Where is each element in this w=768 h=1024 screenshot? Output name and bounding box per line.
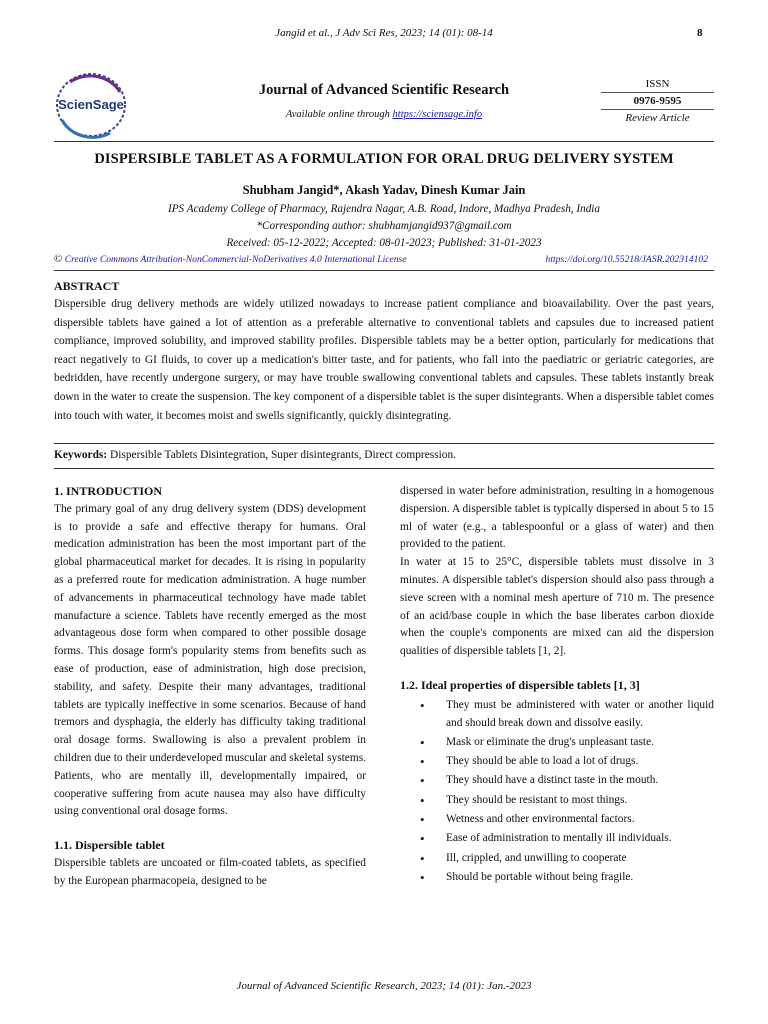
list-item: • Ease of administration to mentally ill individuals. <box>420 830 714 848</box>
header-divider <box>54 141 714 142</box>
issn-number: 0976-9595 <box>633 95 682 107</box>
availability-line <box>200 109 568 120</box>
list-item: • Ill, crippled, and unwilling to cooperate <box>420 850 714 868</box>
license-link[interactable]: Creative Commons Attribution-NonCommercial-NoDerivatives 4.0 International License <box>64 254 407 265</box>
dispersible-tablet-heading: 1.1. Dispersible tablet <box>54 838 165 853</box>
right-paragraph-1: dispersed in water before administration, resulting in a homogenous dispersion. A dispersible tablet is typically dispersed in about 5 to 15 ml of water (e.g., a tablespoonful or a glass of water) and then provided to the patient. <box>400 485 714 551</box>
right-paragraph-2: In water at 15 to 25°C, dispersible tablets must dissolve in 3 minutes. A dispersible tablet's dispersion should also pass through a sieve screen with a nominal mesh aperture of 710 m. The presence of an acid/base couple in which the base liberates carbon dioxide when the couple's components are mixed can aid the dispersion qualities of dispersible tablets [1, 2]. <box>400 556 714 658</box>
license-row <box>54 253 714 265</box>
copyright-symbol: © <box>54 253 63 265</box>
left-column <box>54 483 366 891</box>
abstract-top-divider <box>54 270 714 271</box>
paper-title: DISPERSIBLE TABLET AS A FORMULATION FOR ORAL DRUG DELIVERY SYSTEM <box>94 151 674 167</box>
corresponding-author: *Corresponding author: shubhamjangid937@gmail.com <box>256 220 512 232</box>
ideal-properties-heading: 1.2. Ideal properties of dispersible tablets [1, 3] <box>400 677 640 692</box>
introduction-heading: 1. INTRODUCTION <box>54 484 163 498</box>
keywords <box>54 449 714 461</box>
list-item: • They should have a distinct taste in the mouth. <box>420 772 714 790</box>
running-head: Jangid et al., J Adv Sci Res, 2023; 14 (01): 08-14 <box>275 27 493 39</box>
authors: Shubham Jangid*, Akash Yadav, Dinesh Kumar Jain <box>242 183 526 197</box>
page-footer: Journal of Advanced Scientific Research, 2023; 14 (01): Jan.-2023 <box>236 980 532 992</box>
ideal-properties-list <box>400 697 714 887</box>
keywords-divider <box>54 443 714 444</box>
list-item: • Should be portable without being fragile. <box>420 869 714 887</box>
list-item: • They should be resistant to most things. <box>420 792 714 810</box>
article-dates: Received: 05-12-2022; Accepted: 08-01-2023; Published: 31-01-2023 <box>226 237 542 249</box>
logo-text: ScienSage <box>58 97 124 112</box>
availability-prefix: Available online through <box>285 109 393 120</box>
doi-link[interactable]: https://doi.org/10.55218/JASR.202314102 <box>545 254 708 265</box>
keywords-list: Dispersible Tablets Disintegration, Super disintegrants, Direct compression. <box>107 449 457 461</box>
introduction-text: The primary goal of any drug delivery system (DDS) development is to provide a safe and effective therapy for humans. Oral medication administration has been the most important part of the global pharmaceutical market for decades. It is rising in popularity as a preferred route for medication administration. A huge number of advancements in pharmaceutical technology have made tablet manufacture a science. Tablets have recently emerged as the most advantageous dose form when compared to other possible dosage forms. This dosage form's popularity stems from benefits such as ease of production, ease of administration, high dose precision, stability, and safety. Despite their many advantages, traditional tablets are typically ineffective in some scenarios. Because of hand tremors and dysphagia, the elderly has difficulty taking traditional oral dosage forms. Swallowing is also a prevalent problem in children due to their underdeveloped muscular and skeletal systems. Patients, who are mentally ill, developmentally impaired, or cooperative suffering from acute nausea may also have difficulty using conventional oral dosage forms. <box>54 502 366 818</box>
list-item: • Wetness and other environmental factors. <box>420 811 714 829</box>
abstract-text: Dispersible drug delivery methods are widely utilized nowadays to increase patient compliance and bioavailability. Over the past years, dispersible tablets have gained a lot of attention as a preferable alternative to conventional tablets and capsules due to increased patient compliance, improved solubility, and improved stability profiles. Dispersible tablets may be a better option, particularly for medications that react negatively to GI fluids, to cover up a medication's bitter taste, and for patients, who fall into the paediatric or geriatric categories, are bedridden, have recently undergone surgery, or may have trouble swallowing conventional tablets and capsules. These tablets instantly break down in the water to create the suspension. The key component of a dispersible tablet is the super disintegrants. When a dispersible tablet comes into touch with water, it becomes moist and swells significantly, quickly disintegrating. <box>54 298 714 422</box>
body-top-divider <box>54 468 714 469</box>
journal-website-link[interactable]: https://sciensage.info <box>392 109 483 120</box>
sciensage-logo <box>50 70 132 140</box>
keywords-label: Keywords: <box>54 449 108 461</box>
affiliation: IPS Academy College of Pharmacy, Rajendra Nagar, A.B. Road, Indore, Madhya Pradesh, India <box>168 203 600 215</box>
list-item: • Mask or eliminate the drug's unpleasant taste. <box>420 734 714 752</box>
abstract-heading: ABSTRACT <box>54 279 120 293</box>
list-item: • They should be able to load a lot of drugs. <box>420 753 714 771</box>
journal-title: Journal of Advanced Scientific Research <box>258 82 510 98</box>
issn-box <box>601 76 714 126</box>
dispersible-tablet-text: Dispersible tablets are uncoated or film-coated tablets, as specified by the European pharmacopeia, designed to be <box>54 856 366 887</box>
issn-label: ISSN <box>645 78 670 90</box>
page-number: 8 <box>697 27 703 39</box>
right-column <box>400 483 714 888</box>
list-item: • They must be administered with water or another liquid and should break down and dissolve easily. <box>420 697 714 733</box>
article-type: Review Article <box>625 112 690 124</box>
